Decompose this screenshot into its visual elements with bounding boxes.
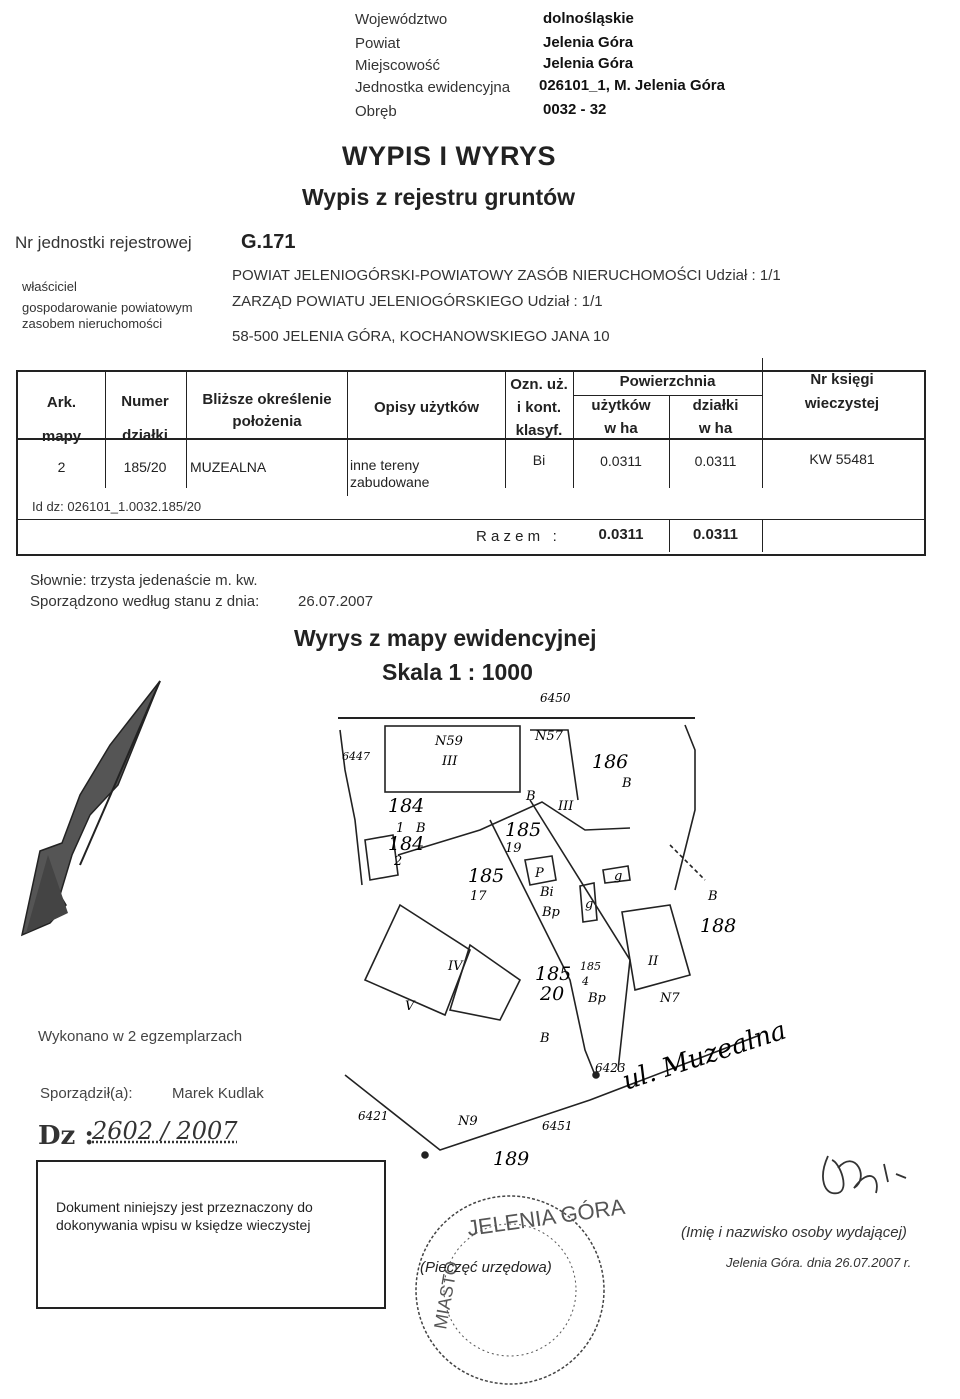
hdr-uses: Opisy użytków — [373, 399, 480, 416]
owner-role: właściciel — [22, 279, 77, 294]
map-scale: Skala 1 : 1000 — [382, 659, 533, 685]
cell-area-plot: 0.0311 — [694, 453, 737, 469]
hdr-area-plot: działki — [692, 397, 739, 414]
hdr-symbol-2: i kont. — [516, 399, 562, 416]
map-plot-184-2-num: 2 — [394, 854, 403, 869]
county-label: Powiat — [355, 35, 401, 52]
total-area-plot: 0.0311 — [692, 526, 739, 543]
locality-value: Jelenia Góra — [543, 55, 634, 72]
cell-ark: 2 — [57, 459, 66, 475]
map-label-iii-b: III — [558, 799, 574, 814]
cell-symbol: Bi — [532, 452, 546, 468]
total-area-use: 0.0311 — [598, 526, 644, 543]
document-subtitle: Wypis z rejestru gruntów — [302, 184, 576, 210]
map-label-iii: III — [442, 754, 458, 769]
map-label-n59: N59 — [435, 734, 463, 749]
map-point-6451: 6451 — [542, 1119, 573, 1133]
north-arrow-icon — [10, 675, 170, 945]
hdr-symbol-3: klasyf. — [515, 422, 563, 439]
cell-area-use: 0.0311 — [600, 453, 642, 469]
map-label-n7: N7 — [660, 991, 680, 1006]
hdr-land-book-2: wieczystej — [804, 395, 880, 412]
place-date: Jelenia Góra. dnia 26.07.2007 r. — [726, 1255, 912, 1270]
owner-1: POWIAT JELENIOGÓRSKI-POWIATOWY ZASÓB NIERUCHOMOŚCI Udział : 1/1 — [232, 267, 781, 284]
hdr-area-plot-unit: w ha — [698, 420, 733, 437]
issuer-caption: (Imię i nazwisko osoby wydającej) — [681, 1224, 907, 1241]
map-plot-185-17: 185 — [468, 865, 505, 887]
map-point-6450: 6450 — [540, 691, 571, 705]
hdr-location-2: położenia — [232, 413, 302, 430]
cell-use-1: inne tereny — [350, 457, 420, 473]
map-plot-185-4-num: 4 — [582, 975, 589, 988]
notice-text: Dokument niniejszy jest przeznaczony do dokonywania wpisu w księdze wieczystej — [56, 1199, 313, 1233]
voivodeship-label: Województwo — [355, 11, 448, 28]
total-label: R a z e m : — [476, 528, 557, 545]
map-label-p: P — [535, 866, 544, 881]
map-plot-184-2: 184 — [388, 833, 425, 855]
county-value: Jelenia Góra — [543, 34, 634, 51]
map-label-b3: B — [708, 889, 718, 904]
map-title: Wyrys z mapy ewidencyjnej — [294, 625, 597, 651]
map-plot-185-20: 185 — [535, 963, 572, 985]
hdr-number: Numer — [121, 393, 169, 410]
cell-use-2: zabudowane — [350, 474, 430, 490]
map-point-6447: 6447 — [342, 750, 370, 763]
date-value: 26.07.2007 — [298, 593, 374, 610]
map-label-bp2: Bp — [588, 991, 606, 1006]
map-plot-186: 186 — [592, 751, 629, 773]
cadastral-map — [330, 690, 790, 1170]
map-plot-189: 189 — [493, 1148, 530, 1170]
manager-role-line2: zasobem nieruchomości — [22, 316, 163, 331]
hdr-area-use: użytków — [591, 397, 651, 414]
unit-number-value: G.171 — [241, 231, 296, 253]
map-label-bp: Bp — [542, 905, 560, 920]
plot-id: Id dz: 026101_1.0032.185/20 — [32, 499, 202, 514]
hdr-land-book: Nr księgi — [810, 371, 874, 388]
dz-prefix: Dz : — [38, 1121, 94, 1151]
hdr-symbol: Ozn. uż. — [510, 376, 568, 393]
date-label: Sporządzono według stanu z dnia: — [30, 593, 260, 610]
stamp-label: (Pieczęć urzędowa) — [420, 1259, 552, 1276]
map-plot-185-20-num: 20 — [540, 983, 565, 1005]
map-label-g2: g — [614, 869, 623, 884]
map-label-n9: N9 — [458, 1114, 478, 1129]
notice-box — [36, 1160, 386, 1309]
stamp-text: JELENIA GÓRA — [465, 1193, 627, 1241]
signature-mark — [810, 1138, 920, 1213]
hdr-area-use-unit: w ha — [604, 420, 638, 437]
map-label-ii: II — [648, 954, 659, 969]
unit-value: 026101_1, M. Jelenia Góra — [539, 77, 725, 94]
district-value: 0032 - 32 — [543, 101, 607, 118]
map-label-b5: B — [416, 821, 426, 836]
voivodeship-value: dolnośląskie — [543, 10, 634, 27]
map-label-b2: B — [526, 789, 536, 804]
author-label: Sporządził(a): — [40, 1085, 133, 1102]
dz-number: 2602 / 2007 — [92, 1117, 238, 1145]
author-name: Marek Kudlak — [172, 1085, 264, 1102]
map-plot-185-19-num: 19 — [505, 841, 522, 856]
document-title: WYPIS I WYRYS — [342, 141, 557, 171]
stamp-side-text: MIASTO — [430, 1259, 462, 1331]
map-label-b4: B — [540, 1031, 550, 1046]
map-plot-188: 188 — [700, 915, 737, 937]
cell-number: 185/20 — [123, 459, 167, 475]
owner-address: 58-500 JELENIA GÓRA, KOCHANOWSKIEGO JANA 10 — [232, 328, 610, 345]
map-plot-184-1-num: 1 — [396, 821, 405, 836]
owner-2: ZARZĄD POWIATU JELENIOGÓRSKIEGO Udział : 1/1 — [232, 293, 603, 310]
map-label-v: V — [405, 999, 415, 1014]
district-label: Obręb — [355, 103, 397, 120]
cell-location: MUZEALNA — [190, 459, 267, 475]
map-label-bi: Bi — [540, 885, 554, 900]
map-street-name: ul. Muzealna — [618, 1015, 790, 1097]
map-label-n57: N57 — [535, 729, 563, 744]
manager-role-line1: gospodarowanie powiatowym — [22, 300, 193, 315]
map-plot-185-17-num: 17 — [470, 889, 487, 904]
area-in-words: Słownie: trzysta jedenaście m. kw. — [30, 572, 258, 589]
unit-label: Jednostka ewidencyjna — [355, 79, 511, 96]
unit-number-label: Nr jednostki rejestrowej — [15, 233, 192, 252]
map-point-6421: 6421 — [358, 1109, 389, 1123]
hdr-location: Bliższe określenie — [202, 391, 332, 408]
map-point-6423: 6423 — [595, 1061, 626, 1075]
map-label-b1: B — [622, 776, 632, 791]
map-label-g1: g — [585, 897, 594, 912]
map-plot-184-1: 184 — [388, 795, 425, 817]
map-plot-185-4: 185 — [580, 960, 601, 973]
map-plot-185-19: 185 — [505, 819, 542, 841]
cell-land-book: KW 55481 — [809, 451, 875, 467]
hdr-number-2: działki — [122, 427, 168, 444]
hdr-ark: Ark. — [46, 394, 77, 411]
map-label-iv: IV — [448, 959, 463, 974]
copies-note: Wykonano w 2 egzemplarzach — [38, 1028, 243, 1045]
official-stamp — [410, 1190, 627, 1395]
hdr-area: Powierzchnia — [619, 373, 716, 390]
hdr-ark-2: mapy — [41, 428, 82, 445]
locality-label: Miejscowość — [355, 57, 441, 74]
